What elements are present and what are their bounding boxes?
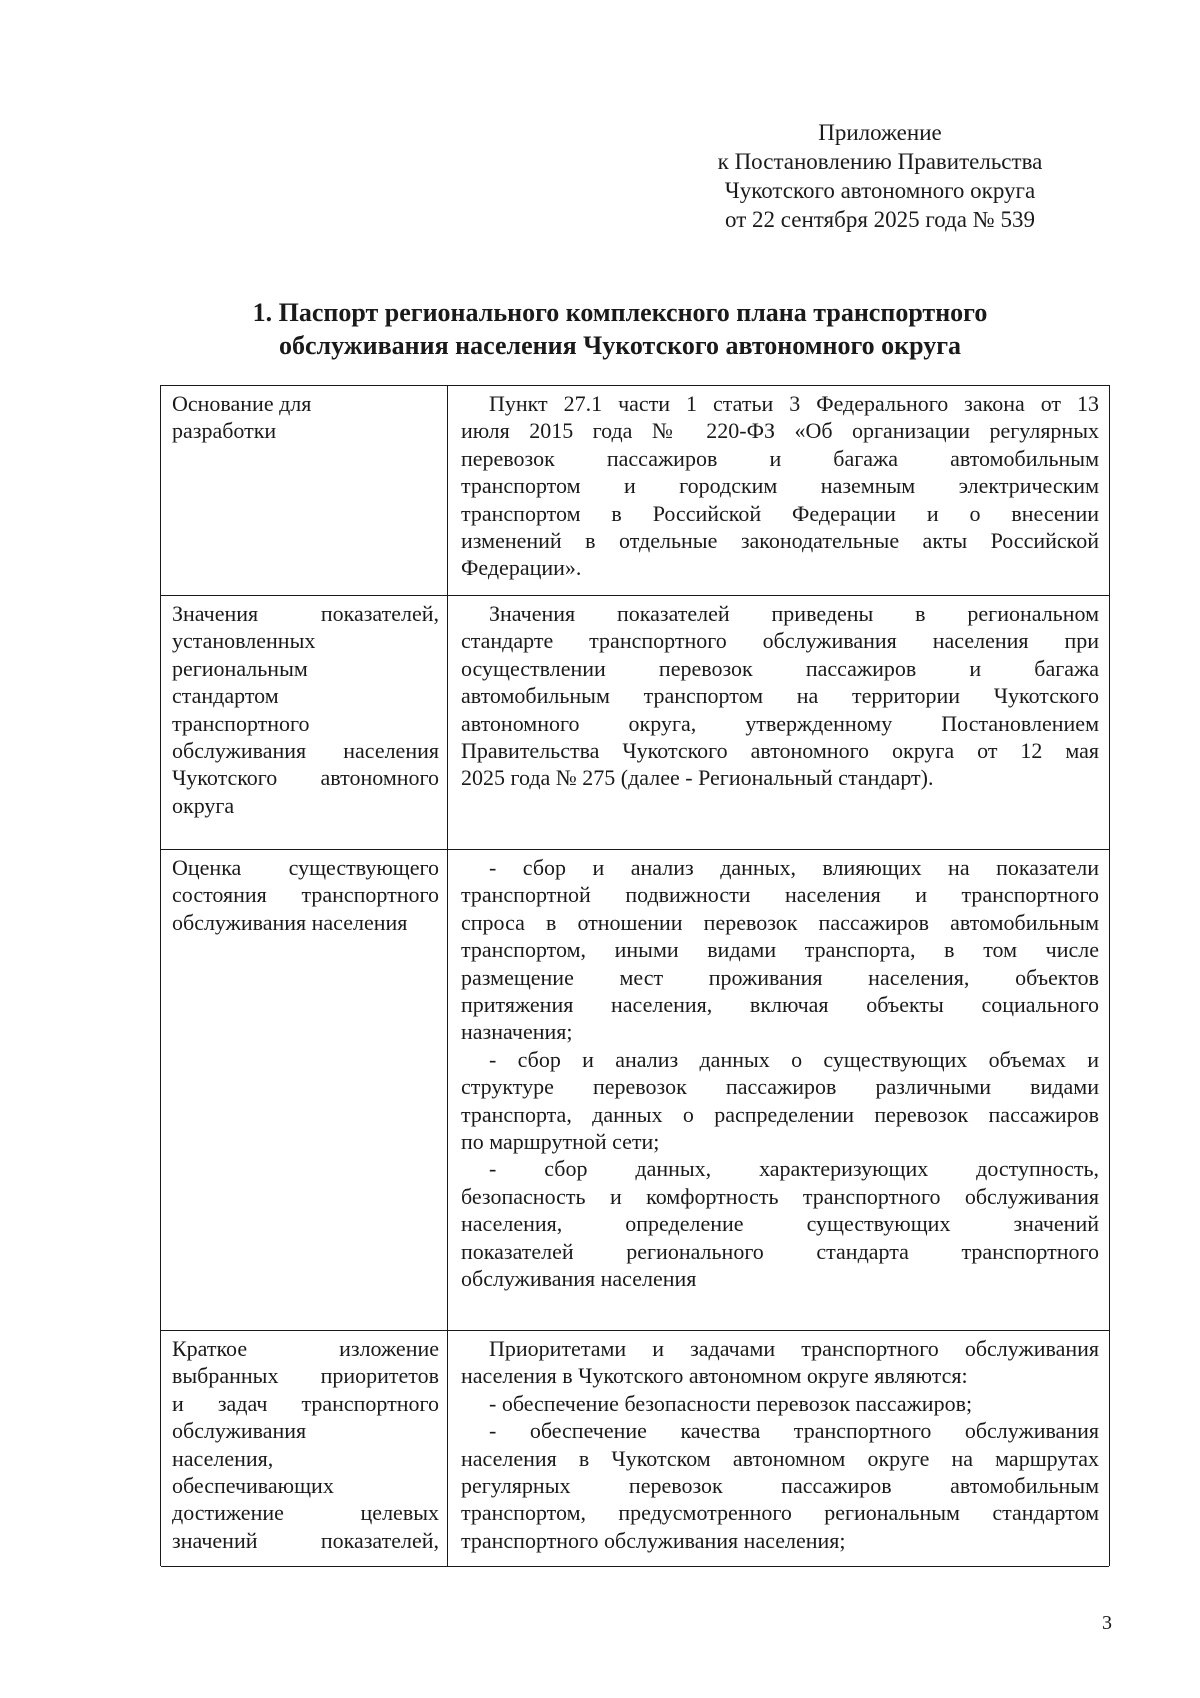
row-content-line: транспортного обслуживания населения; <box>461 1527 846 1553</box>
row-content-line: показателей регионального стандарта транспортного <box>461 1238 1099 1264</box>
row-content-line: транспортом, иными видами транспорта, в том числе <box>461 937 1099 963</box>
appendix-line: от 22 сентября 2025 года № 539 <box>725 207 1035 232</box>
document-title <box>160 296 1080 362</box>
row-content-line: перевозок пассажиров и багажа автомобильным <box>461 445 1099 471</box>
row-label-line: населения, <box>172 1445 274 1471</box>
row-content-line: - обеспечение качества транспортного обслуживания <box>489 1418 1099 1444</box>
row-content-line: - обеспечение безопасности перевозок пассажиров; <box>489 1390 973 1416</box>
table-row <box>161 386 1109 596</box>
row-content-line: автономного округа, утвержденному Постановлением <box>461 710 1099 736</box>
row-content-line: транспортом, предусмотренного региональным стандартом <box>461 1500 1099 1526</box>
row-label-line: достижение целевых <box>172 1500 439 1526</box>
appendix-block <box>690 118 1070 234</box>
row-label-line: Основание для <box>172 391 312 416</box>
row-label-cell <box>161 1331 448 1566</box>
row-label-line: установленных <box>172 628 316 654</box>
row-content-line: по маршрутной сети; <box>461 1129 660 1155</box>
row-content-line: Правительства Чукотского автономного округа от 12 мая <box>461 738 1099 764</box>
row-label-cell <box>161 386 448 595</box>
row-content-line: - сбор и анализ данных о существующих объемах и <box>489 1046 1099 1072</box>
row-label-line: Краткое изложение <box>172 1336 439 1361</box>
passport-table <box>160 385 1110 1566</box>
row-content-line: Приоритетами и задачами транспортного обслуживания <box>489 1336 1099 1361</box>
row-label-line: обслуживания населения <box>172 909 408 935</box>
row-content-line: Федерации». <box>461 555 582 581</box>
page-number: 3 <box>1102 1612 1112 1634</box>
row-label-line: Оценка существующего <box>172 855 439 880</box>
row-label-line: региональным <box>172 655 308 681</box>
row-label-line: транспортного <box>172 710 310 736</box>
row-content-line: 2025 года № 275 (далее - Региональный стандарт). <box>461 765 934 791</box>
row-content-line: населения в Чукотского автономном округе являются: <box>461 1363 968 1389</box>
row-content-line: притяжения населения, включая объекты социального <box>461 992 1099 1018</box>
row-content-line: осуществлении перевозок пассажиров и багажа <box>461 655 1099 681</box>
row-content-cell <box>448 850 1109 1330</box>
row-content-line: - сбор и анализ данных, влияющих на показатели <box>489 855 1099 880</box>
row-label-line: обслуживания населения <box>172 738 439 764</box>
row-content-line: размещение мест проживания населения, объектов <box>461 964 1099 990</box>
appendix-line: Приложение <box>818 120 942 145</box>
row-content-line: спроса в отношении перевозок пассажиров автомобильным <box>461 909 1099 935</box>
row-content-line: назначения; <box>461 1019 573 1045</box>
table-row <box>161 850 1109 1331</box>
row-content-line: безопасность и комфортность транспортного обслуживания <box>461 1183 1099 1209</box>
row-content-line: изменений в отдельные законодательные акты Российской <box>461 528 1099 554</box>
row-content-line: стандарте транспортного обслуживания населения при <box>461 628 1099 654</box>
row-content-line: транспортной подвижности населения и транспортного <box>461 882 1099 908</box>
row-content-line: обслуживания населения <box>461 1266 697 1292</box>
row-content-line: регулярных перевозок пассажиров автомобильным <box>461 1473 1099 1499</box>
title-line: обслуживания населения Чукотского автономного округа <box>278 331 962 360</box>
row-content-line: транспортом и городским наземным электрическим <box>461 473 1099 499</box>
row-content-cell <box>448 596 1109 849</box>
row-label-line: состояния транспортного <box>172 882 439 908</box>
appendix-line: к Постановлению Правительства <box>717 149 1043 174</box>
row-content-line: структуре перевозок пассажиров различными видами <box>461 1074 1099 1100</box>
table-row <box>161 1331 1109 1567</box>
row-content-cell <box>448 1331 1109 1566</box>
row-label-cell <box>161 596 448 849</box>
row-label-line: разработки <box>172 418 277 444</box>
row-content-line: автомобильным транспортом на территории Чукотского <box>461 683 1099 709</box>
row-content-line: июля 2015 года № 220-ФЗ «Об организации регулярных <box>461 418 1099 444</box>
row-content-line: Пункт 27.1 части 1 статьи 3 Федерального закона от 13 <box>489 391 1099 416</box>
row-label-line: стандартом <box>172 683 279 709</box>
table-row <box>161 596 1109 850</box>
row-content-line: Значения показателей приведены в региональном <box>489 601 1099 626</box>
title-line: 1. Паспорт регионального комплексного плана транспортного <box>252 298 988 327</box>
row-content-line: - сбор данных, характеризующих доступность, <box>489 1156 1099 1182</box>
row-content-line: транспорта, данных о распределении перевозок пассажиров <box>461 1101 1099 1127</box>
row-content-line: населения, определение существующих значений <box>461 1211 1099 1237</box>
row-label-line: округа <box>172 792 235 818</box>
appendix-line: Чукотского автономного округа <box>724 178 1036 203</box>
row-label-line: Чукотского автономного <box>172 765 439 791</box>
row-label-line: Значения показателей, <box>172 601 439 626</box>
row-content-line: населения в Чукотском автономном округе на маршрутах <box>461 1445 1099 1471</box>
row-label-cell <box>161 850 448 1330</box>
row-label-line: обслуживания <box>172 1418 307 1444</box>
row-label-line: обеспечивающих <box>172 1473 334 1499</box>
row-label-line: значений показателей, <box>172 1527 439 1553</box>
row-label-line: и задач транспортного <box>172 1390 439 1416</box>
row-content-cell <box>448 386 1109 595</box>
row-content-line: транспортом в Российской Федерации и о внесении <box>461 500 1099 526</box>
row-label-line: выбранных приоритетов <box>172 1363 439 1389</box>
